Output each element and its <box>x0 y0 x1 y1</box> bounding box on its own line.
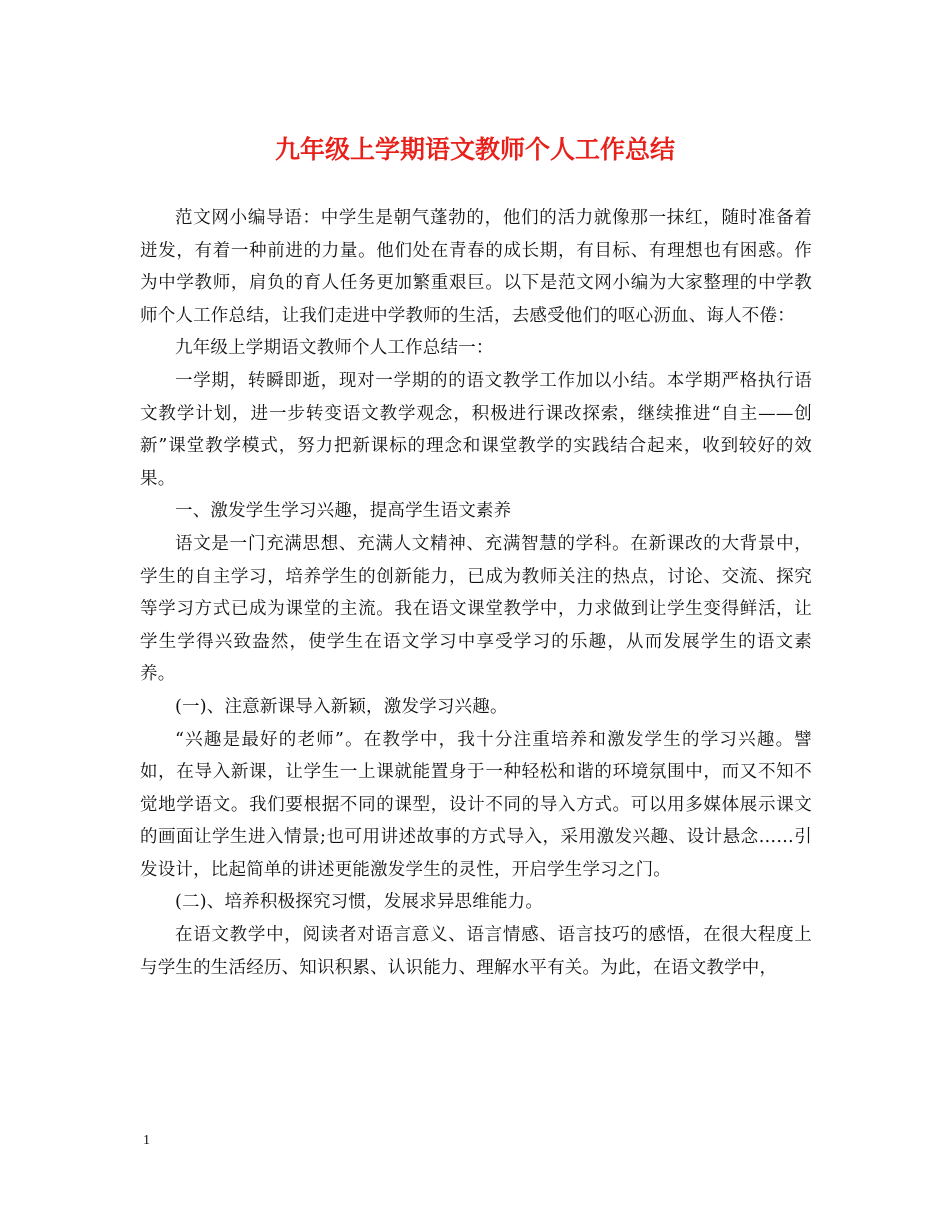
paragraph-body: 在语文教学中，阅读者对语言意义、语言情感、语言技巧的感悟，在很大程度上与学生的生活经历、知识积累、认识能力、理解水平有关。为此，在语文教学中， <box>140 925 812 978</box>
paragraph-section-heading: 九年级上学期语文教师个人工作总结一： <box>175 338 494 359</box>
paragraph-summary: 一学期，转瞬即逝，现对一学期的的语文教学工作加以小结。本学期严格执行语文教学计划，进一步转变语文教学观念，积极进行课改探索，继续推进“自主——创新”课堂教学模式，努力把新课标的理念和课堂教学的实践结合起来，收到较好的效果。 <box>140 370 812 489</box>
paragraph-body: “兴趣是最好的老师”。在教学中，我十分注重培养和激发学生的学习兴趣。譬如，在导入新课，让学生一上课就能置身于一种轻松和谐的环境氛围中，而又不知不觉地学语文。我们要根据不同的课型，设计不同的导入方式。可以用多媒体展示课文的画面让学生进入情景;也可用讲述故事的方式导入，采用激发兴趣、设计悬念……引发设计，比起简单的讲述更能激发学生的灵性，开启学生学习之门。 <box>140 729 812 880</box>
paragraph-body: 语文是一门充满思想、充满人文精神、充满智慧的学科。在新课改的大背景中，学生的自主学习，培养学生的创新能力，已成为教师关注的热点，讨论、交流、探究等学习方式已成为课堂的主流。我在语文课堂教学中，力求做到让学生变得鲜活，让学生学得兴致盎然，使学生在语文学习中享受学习的乐趣，从而发展学生的语文素养。 <box>140 533 812 685</box>
document-title: 九年级上学期语文教师个人工作总结 <box>274 135 675 164</box>
paragraph-heading-one: 一、激发学生学习兴趣，提高学生语文素养 <box>175 501 512 522</box>
paragraph-intro: 范文网小编导语：中学生是朝气蓬勃的，他们的活力就像那一抹红，随时准备着迸发，有着一种前进的力量。他们处在青春的成长期，有目标、有理想也有困惑。作为中学教师，肩负的育人任务更加繁重艰巨。以下是范文网小编为大家整理的中学教师个人工作总结，让我们走进中学教师的生活，去感受他们的呕心沥血、诲人不倦： <box>140 208 812 326</box>
page-number: 1 <box>143 1133 150 1148</box>
paragraph-subheading-one: (一)、注意新课导入新颖，激发学习兴趣。 <box>175 696 508 717</box>
document-body <box>140 202 812 984</box>
paragraph-subheading-two: (二)、培养积极探究习惯，发展求异思维能力。 <box>175 892 544 913</box>
